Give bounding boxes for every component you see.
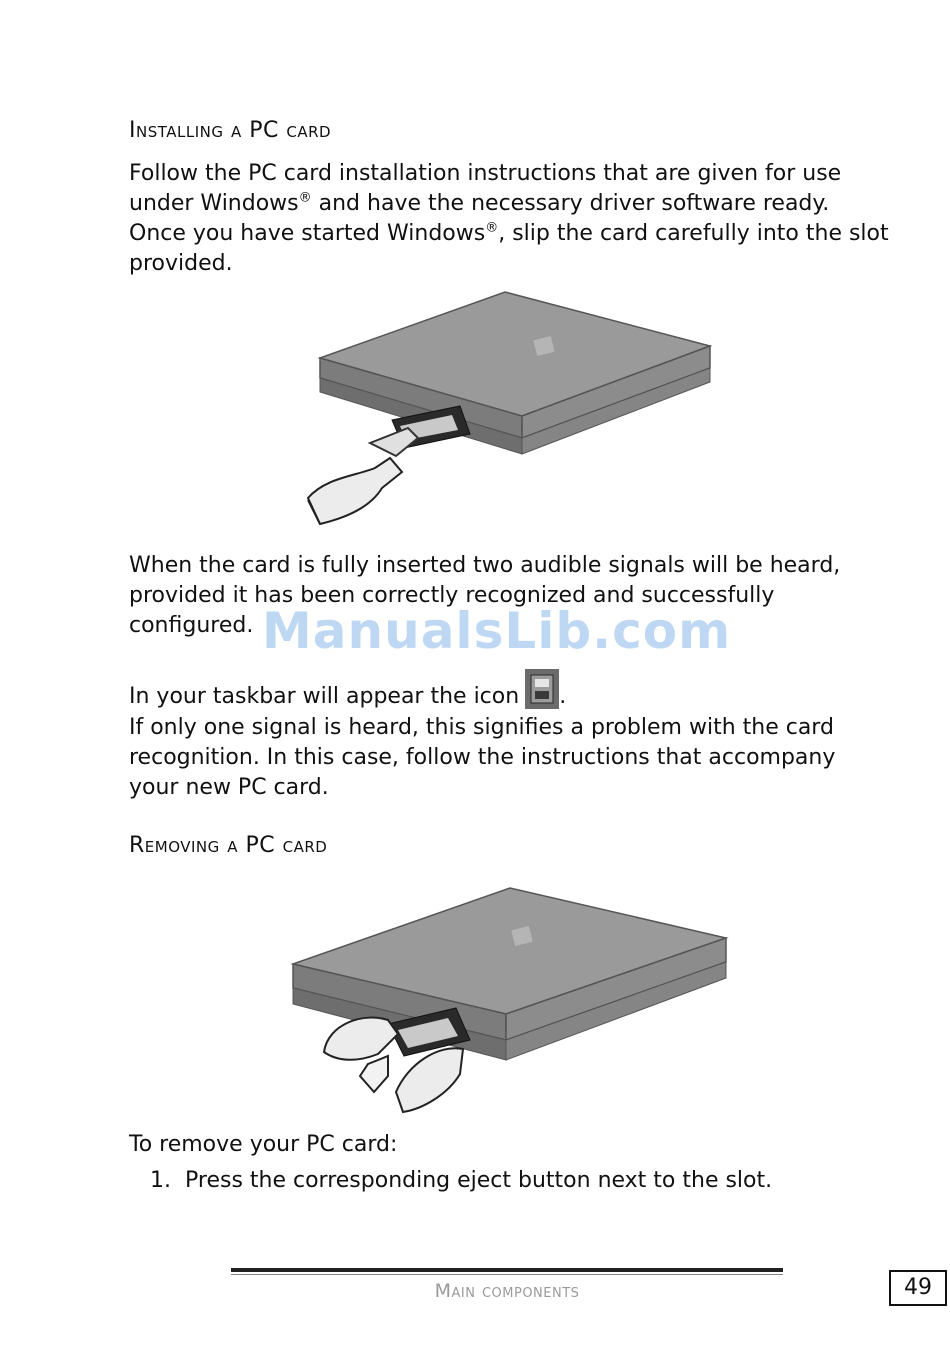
signals-paragraph: When the card is fully inserted two audible signals will be heard, provided it has been correctly recognized and successfully configured. xyxy=(129,553,841,638)
step-text: Press the corresponding eject button next to the slot. xyxy=(185,1168,773,1193)
registered-mark: ® xyxy=(485,220,499,236)
pc-card-taskbar-icon xyxy=(525,669,559,709)
remove-heading: Removing a PC card xyxy=(129,833,328,858)
footer-label: Main components xyxy=(434,1280,580,1302)
install-text-b: and have the necessary driver software ready. Once you have started Windows xyxy=(129,191,830,246)
watermark: ManualsLib.com xyxy=(262,602,732,660)
remove-card-illustration xyxy=(288,884,733,1119)
one-signal-paragraph: If only one signal is heard, this signifies a problem with the card recognition. In this case, follow the instructions that accompany your new PC card. xyxy=(129,715,836,800)
taskbar-period: . xyxy=(559,684,567,709)
install-heading: Installing a PC card xyxy=(129,118,332,143)
install-paragraph xyxy=(129,159,889,279)
insert-card-illustration xyxy=(300,288,720,533)
taskbar-text: In your taskbar will appear the icon xyxy=(129,684,520,709)
footer-rule xyxy=(231,1268,783,1272)
step-1 xyxy=(150,1168,772,1193)
remove-intro: To remove your PC card: xyxy=(129,1132,398,1157)
install-text-a: Follow the PC card installation instructions that are given for use under Windows xyxy=(129,161,842,216)
install-text-c: , slip the card carefully into the slot provided. xyxy=(129,221,889,276)
registered-mark: ® xyxy=(298,190,312,206)
page-number: 49 xyxy=(889,1270,947,1306)
footer-rule-thin xyxy=(231,1274,783,1275)
taskbar-paragraph xyxy=(129,669,889,712)
step-number: 1. xyxy=(150,1168,171,1193)
